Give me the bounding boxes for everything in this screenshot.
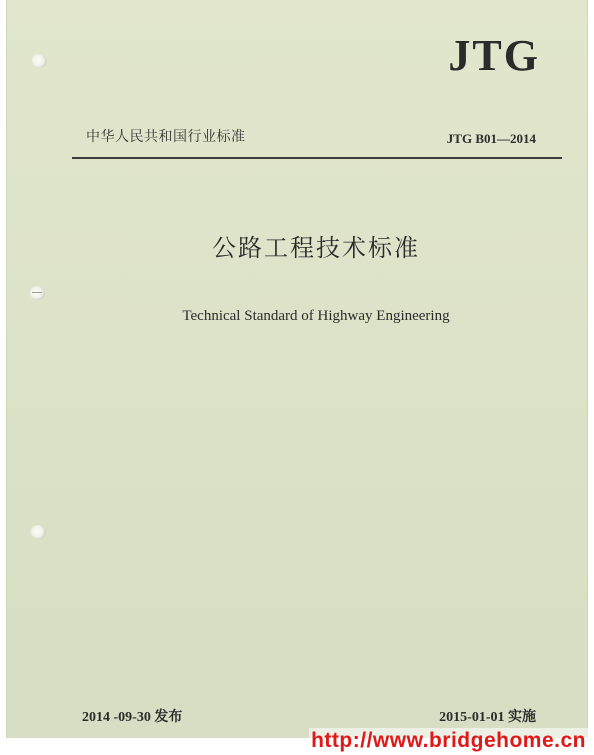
binding-hole-icon [30, 525, 46, 539]
binding-hole-icon [29, 286, 45, 300]
brand-logo: JTG [448, 31, 540, 80]
title-english: Technical Standard of Highway Engineering [182, 308, 450, 324]
issue-date: 2014 -09-30 发布 [82, 710, 183, 725]
effective-date: 2015-01-01 实施 [439, 710, 536, 725]
issuer-line: 中华人民共和国行业标准 [86, 129, 246, 145]
header-divider [72, 157, 562, 159]
title-chinese: 公路工程技术标准 [212, 234, 420, 262]
standard-code: JTG B01—2014 [446, 131, 536, 146]
watermark-url: http://www.bridgehome.cn [311, 729, 586, 752]
document-cover [6, 0, 588, 738]
binding-hole-icon [31, 54, 47, 68]
